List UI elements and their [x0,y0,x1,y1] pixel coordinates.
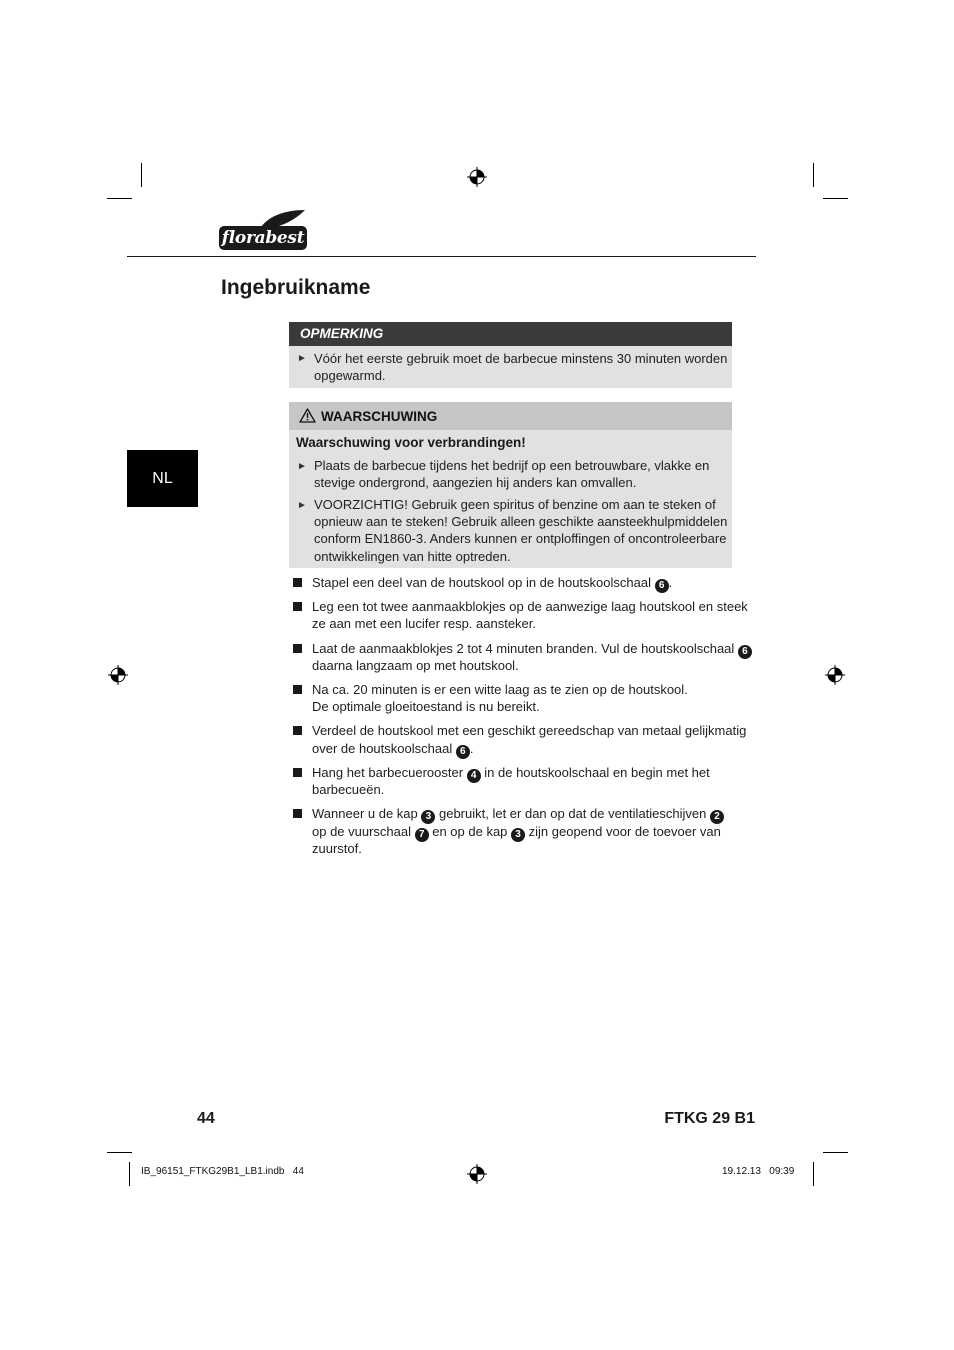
step-item: barbecueën. [312,782,385,797]
crop-mark [813,1162,814,1186]
registration-mark-icon [108,665,128,685]
warning-box-heading [289,402,732,430]
page-number: 44 [197,1110,215,1127]
square-bullet-icon [293,578,302,587]
model-number: FTKG 29 B1 [664,1110,755,1127]
note-item-line: opgewarmd. [314,368,386,383]
step-item: Leg een tot twee aanmaakblokjes op de aanwezige laag houtskool en steek [312,599,748,614]
step-item: Na ca. 20 minuten is er een witte laag as te zien op de houtskool. [312,682,688,697]
crop-mark [813,163,814,187]
square-bullet-icon [293,685,302,694]
square-bullet-icon [293,602,302,611]
registration-mark-icon [467,167,487,187]
crop-mark [107,1152,132,1153]
brand-name: florabest [219,226,307,250]
note-box-heading: OPMERKING [289,322,732,346]
crop-mark [823,1152,848,1153]
step-item: ze aan met een lucifer resp. aansteker. [312,616,537,631]
warning-item-line: ontwikkelingen van hitte optreden. [314,549,511,564]
warning-triangle-icon [299,408,316,423]
step-item: op de vuurschaal 7 en op de kap 3 zijn geopend voor de toevoer van [312,824,721,840]
step-item: Hang het barbecuerooster 4 in de houtskoolschaal en begin met het [312,765,710,781]
crop-mark [129,1162,130,1186]
warning-item-line: opnieuw aan te steken! Gebruik alleen geschikte aansteekhulpmiddelen [314,514,728,529]
part-reference-badge: 6 [655,579,669,593]
part-reference-badge: 3 [421,810,435,824]
step-item: Stapel een deel van de houtskool op in de houtskoolschaal 6 . [312,575,673,591]
step-item: zuurstof. [312,841,362,856]
part-reference-badge: 6 [456,745,470,759]
square-bullet-icon [293,644,302,653]
brand-logo [219,208,309,252]
arrow-bullet-icon: ► [297,353,307,364]
arrow-bullet-icon: ► [297,461,307,472]
step-item: De optimale gloeitoestand is nu bereikt. [312,699,540,714]
part-reference-badge: 4 [467,769,481,783]
page-title: Ingebruikname [221,276,371,299]
language-tab: NL [127,450,198,507]
registration-mark-icon [467,1164,487,1184]
square-bullet-icon [293,726,302,735]
crop-mark [141,163,142,187]
step-item: Laat de aanmaakblokjes 2 tot 4 minuten branden. Vul de houtskoolschaal 6 [312,640,752,659]
print-date: 19.12.13 09:39 [722,1166,795,1177]
arrow-bullet-icon: ► [297,500,307,511]
warning-item-line: stevige ondergrond, aangezien hij anders kan omvallen. [314,475,637,490]
warning-box [289,430,732,568]
crop-mark [107,198,132,199]
file-name: IB_96151_FTKG29B1_LB1.indb 44 [141,1166,304,1177]
warning-item-line: VOORZICHTIG! Gebruik geen spiritus of benzine om aan te steken of [314,497,716,512]
warning-item-line: conform EN1860-3. Anders kunnen er ontploffingen of oncontroleerbare [314,531,727,546]
part-reference-badge: 3 [511,828,525,842]
square-bullet-icon [293,809,302,818]
part-reference-badge: 6 [738,645,752,659]
note-box [289,346,732,388]
crop-mark [823,198,848,199]
header-rule [127,256,756,257]
step-item: over de houtskoolschaal 6 . [312,741,474,757]
warning-subheading: Waarschuwing voor verbrandingen! [296,435,526,450]
step-item: daarna langzaam op met houtskool. [312,658,519,673]
part-reference-badge: 2 [710,810,724,824]
warning-heading-text: WAARSCHUWING [321,409,438,424]
square-bullet-icon [293,768,302,777]
warning-item-line: Plaats de barbecue tijdens het bedrijf op een betrouwbare, vlakke en [314,458,710,473]
registration-mark-icon [825,665,845,685]
note-item-line: Vóór het eerste gebruik moet de barbecue minstens 30 minuten worden [314,351,728,366]
step-item: Wanneer u de kap 3 gebruikt, let er dan op dat de ventilatieschijven 2 [312,805,724,824]
part-reference-badge: 7 [415,828,429,842]
step-item: Verdeel de houtskool met een geschikt gereedschap van metaal gelijkmatig [312,723,747,738]
